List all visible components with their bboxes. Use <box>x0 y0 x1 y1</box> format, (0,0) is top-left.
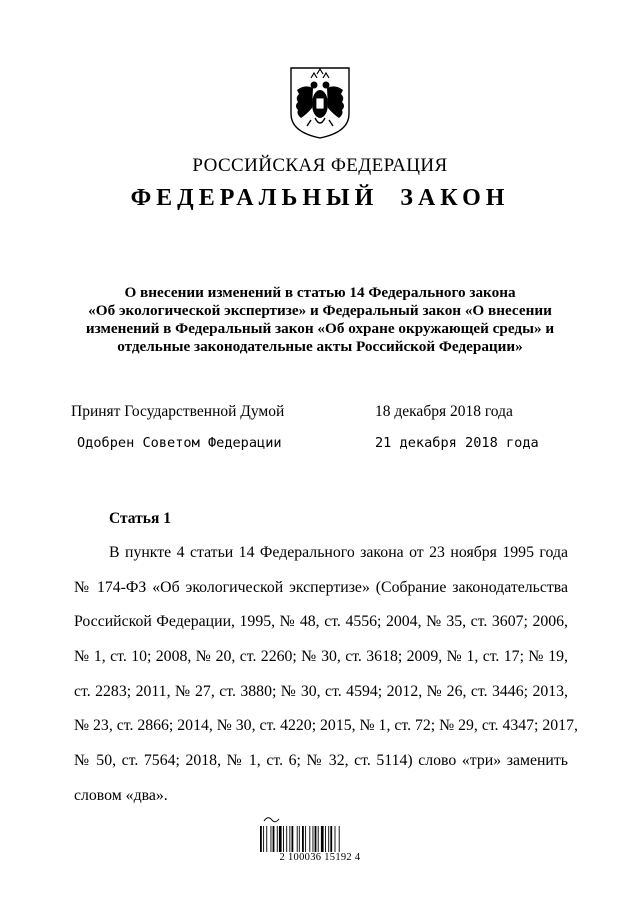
law-title-line: отдельные законодательные акты Российской Федерации» <box>117 338 523 355</box>
article-text-line: В пункте 4 статьи 14 Федерального закона от 23 ноября 1995 года <box>109 544 568 561</box>
country-name: РОССИЙСКАЯ ФЕДЕРАЦИЯ <box>192 155 448 176</box>
council-approval-date: 21 декабря 2018 года <box>375 435 539 451</box>
article-text-line: № 23, ст. 2866; 2014, № 30, ст. 4220; 2015, № 1, ст. 72; № 29, ст. 4347; 2017, <box>74 717 578 734</box>
barcode-number: 2 100036 15192 4 <box>279 852 361 863</box>
duma-adoption-label: Принят Государственной Думой <box>71 403 285 420</box>
law-title-line: «Об экологической экспертизе» и Федеральный закон «О внесении <box>88 302 552 319</box>
barcode-icon <box>258 814 382 852</box>
article-text-line: № 1, ст. 10; 2008, № 20, ст. 2260; № 30, ст. 3618; 2009, № 1, ст. 17; № 19, <box>74 648 568 665</box>
law-title-line: изменений в Федеральный закон «Об охране окружающей среды» и <box>85 320 555 337</box>
article-text-line: ст. 2283; 2011, № 27, ст. 3880; № 30, ст. 4594; 2012, № 26, ст. 3446; 2013, <box>74 683 568 700</box>
document-type-heading <box>0 185 640 212</box>
article-heading: Статья 1 <box>109 510 171 527</box>
article-text-line: Российской Федерации, 1995, № 48, ст. 4556; 2004, № 35, ст. 3607; 2006, <box>74 613 568 630</box>
council-approval-label: Одобрен Советом Федерации <box>77 435 282 451</box>
article-text-line: словом «два». <box>74 787 168 804</box>
law-title <box>70 284 570 356</box>
article-text-line: № 174-ФЗ «Об экологической экспертизе» (Собрание законодательства <box>74 579 568 596</box>
document-type-word-1: ФЕДЕРАЛЬНЫЙ <box>130 185 379 211</box>
duma-adoption-date: 18 декабря 2018 года <box>375 403 513 420</box>
document-type-word-2: ЗАКОН <box>400 185 510 211</box>
law-title-line: О внесении изменений в статью 14 Федерального закона <box>124 284 516 301</box>
russian-coat-of-arms-icon <box>287 64 353 140</box>
article-text-line: № 50, ст. 7564; 2018, № 1, ст. 6; № 32, ст. 5114) слово «три» заменить <box>74 752 568 769</box>
